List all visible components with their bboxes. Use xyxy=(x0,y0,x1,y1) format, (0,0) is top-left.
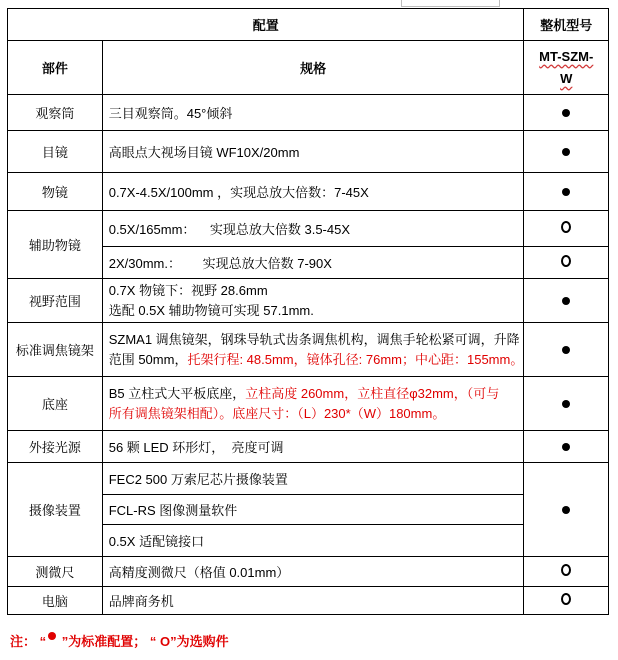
spec-line: 选配 0.5X 辅助物镜可实现 57.1mm. xyxy=(108,302,314,318)
standard-dot-icon xyxy=(562,148,570,156)
spec-highlight: 托架行程: 48.5mm，镜体孔径: 76mm；中心距：155mm。 xyxy=(187,351,524,367)
standard-dot-icon xyxy=(562,506,570,514)
spec-cell: 0.5X/165mm： 实现总放大倍数 3.5-45X xyxy=(102,211,524,247)
part-cell: 底座 xyxy=(8,377,103,431)
standard-dot-icon xyxy=(562,346,570,354)
note-text: ”为标准配置； “ O”为选购件 xyxy=(58,634,229,649)
standard-dot-icon xyxy=(562,297,570,305)
note-prefix: 注： “ xyxy=(10,634,47,649)
standard-dot-icon xyxy=(48,632,56,640)
optional-circle-icon xyxy=(561,593,571,605)
spec-highlight: 所有调焦镜架相配）。底座尺寸：（L）230*（W）180mm。 xyxy=(108,405,446,421)
table-row xyxy=(8,463,609,495)
standard-dot-icon xyxy=(562,109,570,117)
part-cell: 电脑 xyxy=(8,587,103,615)
part-cell: 目镜 xyxy=(8,131,103,173)
part-cell: 标准调焦镜架 xyxy=(8,323,103,377)
table-row xyxy=(8,211,609,247)
toolbar-fragment xyxy=(401,0,500,7)
part-cell: 测微尺 xyxy=(8,557,103,587)
spec-cell: 高眼点大视场目镜 WF10X/20mm xyxy=(102,131,524,173)
spec-cell: 0.5X 适配镜接口 xyxy=(102,525,524,557)
spec-cell: 0.7X-4.5X/100mm ，实现总放大倍数：7-45X xyxy=(102,173,524,211)
table-row xyxy=(8,323,609,377)
part-cell: 观察筒 xyxy=(8,95,103,131)
table-row xyxy=(8,587,609,615)
spec-header: 规格 xyxy=(102,41,524,95)
config-header: 配置 xyxy=(8,9,524,41)
spec-cell: 品牌商务机 xyxy=(102,587,524,615)
model-name-cell xyxy=(524,41,609,95)
optional-circle-icon xyxy=(561,564,571,576)
part-cell: 摄像装置 xyxy=(8,463,103,557)
part-cell: 辅助物镜 xyxy=(8,211,103,279)
spec-text: B5 立柱式大平板底座， xyxy=(108,385,246,401)
spec-line xyxy=(109,384,520,404)
table-row xyxy=(8,95,609,131)
table-row xyxy=(8,279,609,323)
spec-cell xyxy=(102,279,524,323)
table-row xyxy=(8,131,609,173)
table-row xyxy=(8,173,609,211)
legend-note xyxy=(10,631,229,650)
model-name-line1: MT-SZM- xyxy=(539,48,594,64)
model-header: 整机型号 xyxy=(524,9,609,41)
table-row xyxy=(8,557,609,587)
spec-line: SZMA1 调焦镜架，钢珠导轨式齿条调焦机构，调焦手轮松紧可调，升降 xyxy=(108,331,520,347)
spec-cell: FEC2 500 万索尼芯片摄像装置 xyxy=(102,463,524,495)
spec-cell: 三目观察筒。45°倾斜 xyxy=(102,95,524,131)
part-header: 部件 xyxy=(8,41,103,95)
optional-circle-icon xyxy=(561,255,571,267)
optional-circle-icon xyxy=(561,221,571,233)
spec-cell xyxy=(102,377,524,431)
model-name-line2: W xyxy=(560,70,573,86)
spec-cell xyxy=(102,323,524,377)
spec-cell: 56 颗 LED 环形灯， 亮度可调 xyxy=(102,431,524,463)
standard-dot-icon xyxy=(562,400,570,408)
spec-table xyxy=(7,8,609,615)
spec-line xyxy=(108,350,524,370)
spec-cell: 高精度测微尺（格值 0.01mm） xyxy=(102,557,524,587)
spec-cell: 2X/30mm.： 实现总放大倍数 7-90X xyxy=(102,247,524,279)
standard-dot-icon xyxy=(562,443,570,451)
part-cell: 物镜 xyxy=(8,173,103,211)
table-row xyxy=(8,377,609,431)
part-cell: 外接光源 xyxy=(8,431,103,463)
table-row xyxy=(8,431,609,463)
spec-cell: FCL-RS 图像测量软件 xyxy=(102,495,524,525)
part-cell: 视野范围 xyxy=(8,279,103,323)
spec-line: 0.7X 物镜下：视野 28.6mm xyxy=(108,282,268,298)
standard-dot-icon xyxy=(562,188,570,196)
spec-text: 范围 50mm， xyxy=(108,351,188,367)
spec-highlight: 立柱高度 260mm，立柱直径φ32mm，（可与 xyxy=(245,385,500,401)
